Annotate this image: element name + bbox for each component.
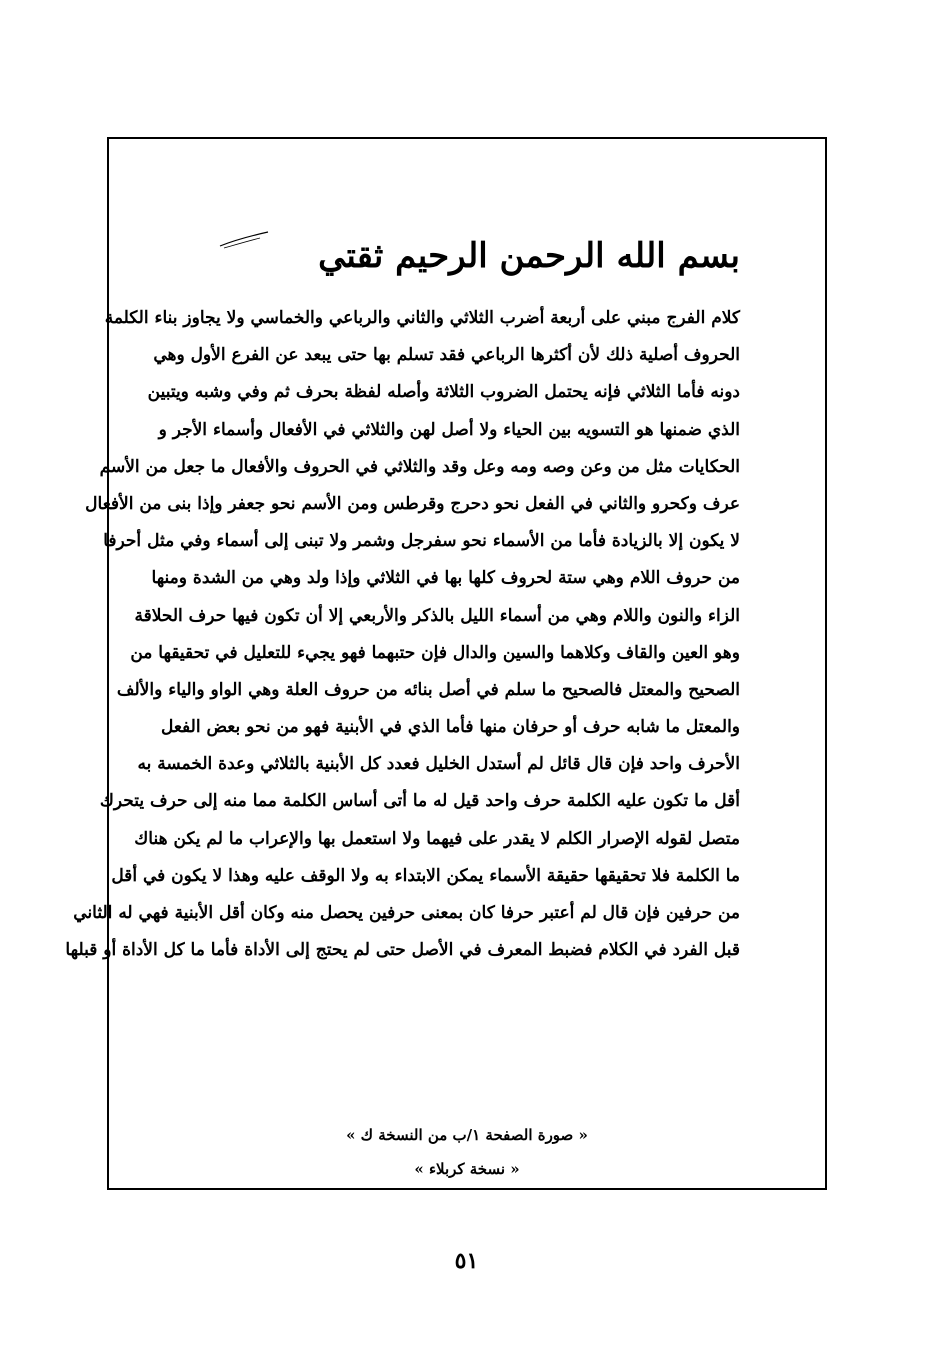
manuscript-line: الحروف أصلية ذلك لأن أكثرها الرباعي فقد تسلم بها حتى يبعد عن الفرع الأول وهي [153, 345, 740, 366]
manuscript-line: ما الكلمة فلا تحقيقها حقيقة الأسماء يمكن الابتداء به ولا الوقف عليه وهذا لا يكون في أقل [111, 865, 740, 886]
manuscript-line: من حروف اللام وهي ستة لحروف كلها بها في الثلاثي وإذا ولد وهي من الشدة ومنها [151, 568, 740, 589]
manuscript-line: أقل ما تكون عليه الكلمة حرف واحد قيل له ما أتى أساس الكلمة مما منه إلى حرف يتحرك [99, 791, 740, 812]
manuscript-line: الأحرف واحد فإن قال قائل لم أستدل الخليل فعدد كل الأبنية بالثلاثي وعدة الخمسة به [137, 754, 740, 775]
manuscript-line: لا يكون إلا بالزيادة فأما من الأسماء نحو سفرجل وشمر ولا تبنى إلى أسماء وفي مثل أحرفا [103, 531, 740, 552]
manuscript-image [65, 228, 740, 998]
basmala-heading [190, 228, 740, 303]
manuscript-line: والمعتل ما شابه حرف أو حرفان منها فأما الذي في الأبنية فهو من نحو بعض الفعل [160, 717, 740, 738]
page-number: ٥١ [454, 1248, 479, 1274]
pen-flourish-icon [190, 228, 280, 258]
manuscript-line: عرف وكحرو والثاني في الفعل نحو دحرج وقرطس ومن الأسم نحو جعفر وإذا بنى من الأفعال [85, 493, 740, 514]
manuscript-line: قبل الفرد في الكلام فضبط المعرف في الأصل حتى لم يحتج إلى الأداة فأما ما كل الأداة أو قبلها [65, 940, 740, 961]
manuscript-line: الصحيح والمعتل فالصحيح ما سلم في أصل بنائه من حروف العلة وهي الواو والياء والألف [116, 679, 740, 700]
manuscript-line: كلام الفرج مبني على أربعة أضرب الثلاثي والثاني والرباعي والخماسي ولا يجاوز بناء الكلمة [104, 308, 740, 328]
manuscript-line: الذي ضمنها هو التسويه بين الحياء ولا أصل لهن والثلاثي في الأفعال وأسماء الأجر و [158, 419, 740, 440]
manuscript-lines [65, 300, 740, 969]
basmala-text: بسم الله الرحمن الرحيم ثقتي [318, 236, 740, 276]
manuscript-line: من حرفين فإن قال لم أعتبر حرفا كان بمعنى حرفين يحصل منه وكان أقل الأبنية فهي له الثاني [73, 903, 740, 923]
manuscript-line: الزاء والنون واللام وهي من أسماء الليل بالذكر والأربعي إلا أن تكون فيها حرف الحلاقة [134, 605, 740, 626]
manuscript-line: دونه فأما الثلاثي فإنه يحتمل الضروب الثلاثة وأصله لفظة بحرف ثم وفي وشبه ويتبين [147, 382, 740, 403]
manuscript-line: متصل لقوله الإصرار الكلم لا يقدر على فيهما ولا استعمل بها والإعراب ما لم يكن هناك [134, 828, 740, 849]
manuscript-line: الحكايات مثل من وعن وصه ومه وعل وقد والثلاثي في الحروف والأفعال ما جعل من الأسم [99, 456, 740, 477]
caption-line-2: « نسخة كربلاء » [414, 1160, 520, 1178]
caption-line-1: « صورة الصفحة ١/ب من النسخة ك » [346, 1126, 588, 1144]
manuscript-line: وهو العين والقاف وكلاهما والسين والدال فإن حتبهما فهو يجيء للتعليل في تحقيقها من [130, 642, 740, 663]
